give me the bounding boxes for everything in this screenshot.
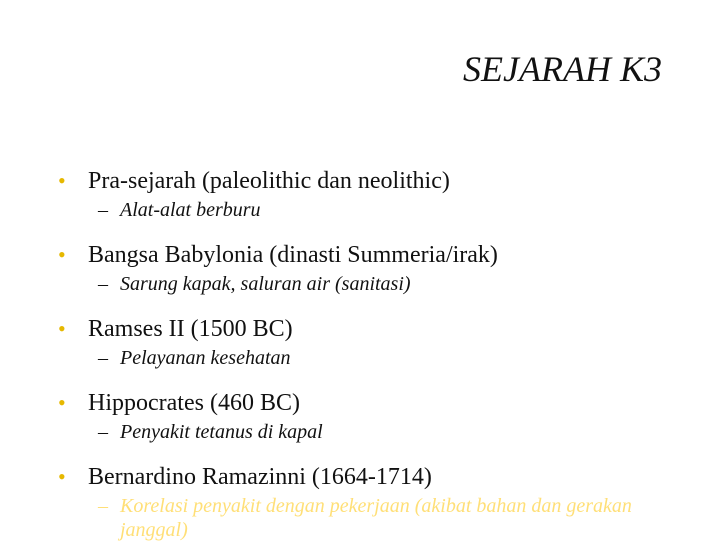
main-bullet-text: Hippocrates (460 BC) (88, 390, 300, 416)
dash-icon: – (98, 347, 108, 369)
dash-icon: – (98, 495, 108, 517)
bullet-icon: • (58, 242, 66, 267)
sub-bullet-text: Penyakit tetanus di kapal (120, 421, 323, 443)
bullet-icon: • (58, 316, 66, 341)
bullet-icon: • (58, 464, 66, 489)
main-bullet-text: Bernardino Ramazinni (1664-1714) (88, 464, 432, 490)
sub-bullet (98, 346, 678, 370)
dash-icon: – (98, 421, 108, 443)
sub-bullet-text: Pelayanan kesehatan (120, 347, 291, 369)
list-item (58, 238, 678, 296)
main-bullet (58, 386, 678, 420)
main-bullet (58, 164, 678, 198)
list-item (58, 312, 678, 370)
main-bullet (58, 460, 678, 494)
dash-icon: – (98, 273, 108, 295)
list-item (58, 460, 678, 542)
slide-title: SEJARAH K3 (463, 49, 662, 89)
sub-bullet-text: Sarung kapak, saluran air (sanitasi) (120, 273, 411, 295)
list-item (58, 164, 678, 222)
bullet-list (58, 164, 678, 558)
main-bullet-text: Bangsa Babylonia (dinasti Summeria/irak) (88, 242, 498, 268)
sub-bullet-faded (98, 494, 678, 542)
bullet-icon: • (58, 168, 66, 193)
main-bullet-text: Pra-sejarah (paleolithic dan neolithic) (88, 168, 450, 194)
list-item (58, 386, 678, 444)
main-bullet (58, 238, 678, 272)
sub-bullet-text: Alat-alat berburu (120, 199, 261, 221)
dash-icon: – (98, 199, 108, 221)
main-bullet (58, 312, 678, 346)
sub-bullet (98, 198, 678, 222)
sub-bullet-text: Korelasi penyakit dengan pekerjaan (akibat bahan dan gerakan janggal) (120, 495, 632, 541)
main-bullet-text: Ramses II (1500 BC) (88, 316, 293, 342)
sub-bullet (98, 420, 678, 444)
sub-bullet (98, 272, 678, 296)
bullet-icon: • (58, 390, 66, 415)
